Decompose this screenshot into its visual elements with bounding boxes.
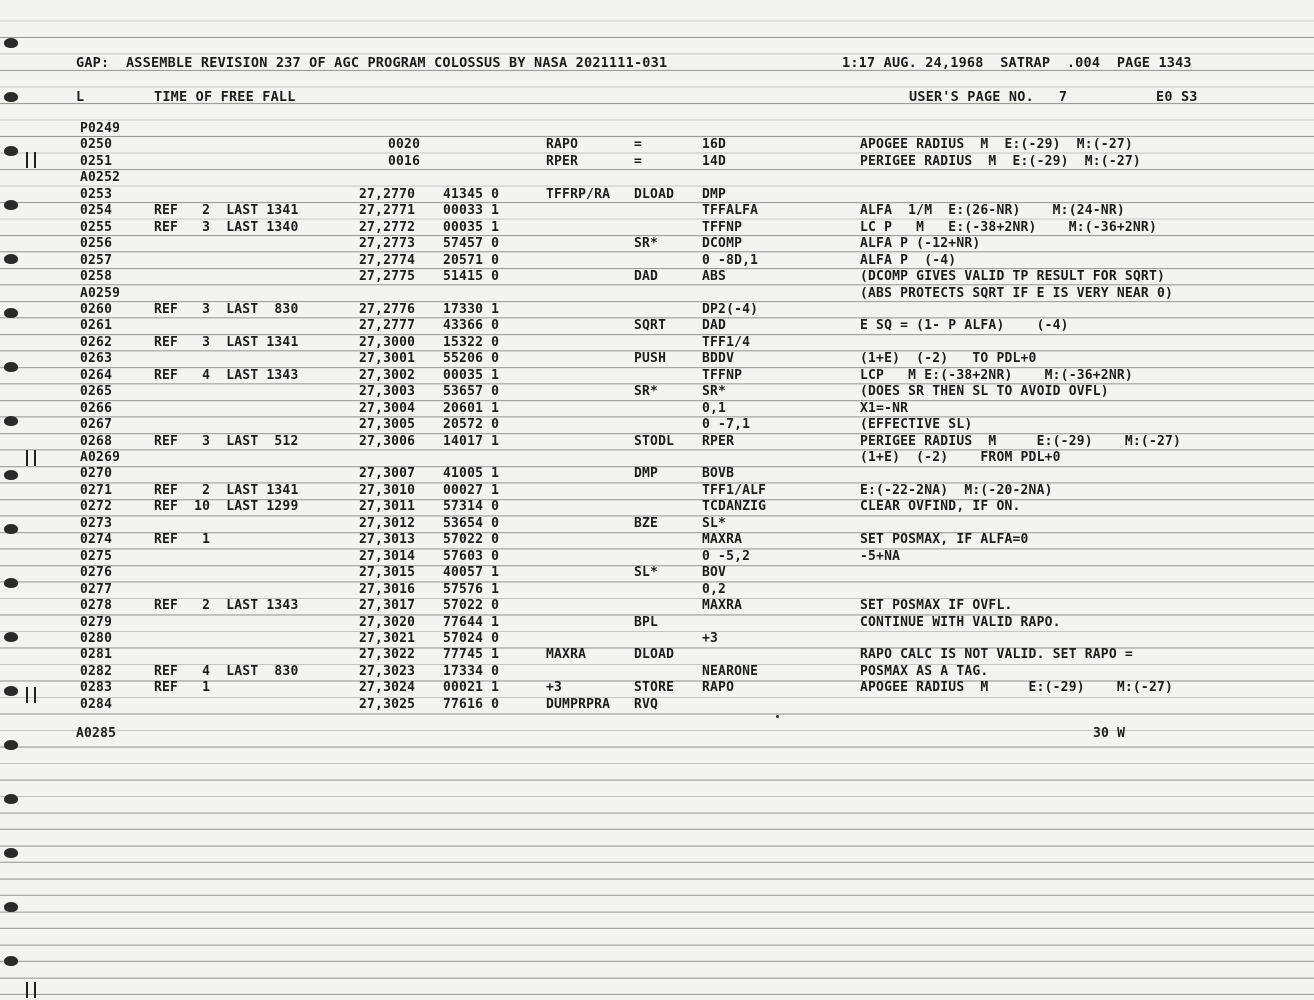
margin-tick <box>26 687 36 703</box>
row-loc: 27,3004 <box>359 400 416 416</box>
row-operand: TCDANZIG <box>702 499 767 515</box>
row-operand: DAD <box>702 318 727 334</box>
row-operand: TFF1/4 <box>702 334 751 350</box>
row-loc: 27,3022 <box>359 647 416 663</box>
row-comment: PERIGEE RADIUS M E:(-29) M:(-27) <box>860 153 1141 169</box>
row-operand: DCOMP <box>702 236 743 252</box>
row-operand: 0,1 <box>702 400 727 416</box>
row-loc: 27,3017 <box>359 598 416 613</box>
row-loc: 27,3007 <box>359 466 416 482</box>
row-ref: REF 2 LAST 1343 <box>154 598 299 613</box>
row-word: 40057 1 <box>443 565 500 581</box>
row-operand: BOVB <box>702 466 735 482</box>
row-loc: 27,3025 <box>359 696 416 712</box>
row-n: 0274 <box>80 532 113 548</box>
row-n: 0277 <box>80 581 113 597</box>
row-word: 17330 1 <box>443 301 500 317</box>
feed-hole <box>4 848 18 858</box>
row-label: +3 <box>546 680 563 696</box>
row-operand: NEARONE <box>702 663 759 679</box>
row-operand: BDDV <box>702 351 735 367</box>
row-word: 41005 1 <box>443 466 500 482</box>
header-right: 1:17 AUG. 24,1968 SATRAP .004 PAGE 1343 <box>842 55 1192 71</box>
row-comment: PERIGEE RADIUS M E:(-29) M:(-27) <box>860 433 1182 449</box>
row-n: 0273 <box>80 515 113 531</box>
row-operand: 0 -7,1 <box>702 417 751 433</box>
feed-hole <box>4 686 18 696</box>
footer-left: A0285 <box>76 726 117 741</box>
margin-tick <box>26 450 36 466</box>
row-ref: REF 3 LAST 1341 <box>154 334 299 350</box>
listing-footer <box>0 726 1126 742</box>
row-n: 0266 <box>80 400 113 416</box>
ink-speck <box>776 715 779 718</box>
row-comment: (1+E) (-2) TO PDL+0 <box>860 351 1037 367</box>
listing-header <box>0 55 1192 71</box>
row-operand: SR* <box>702 384 727 400</box>
row-comment: (1+E) (-2) FROM PDL+0 <box>860 450 1061 465</box>
row-operand: MAXRA <box>702 598 743 613</box>
row-loc: 27,2774 <box>359 252 416 268</box>
row-n: 0250 <box>80 137 113 153</box>
row-operand: 0 -5,2 <box>702 548 751 564</box>
row-word: 14017 1 <box>443 433 500 449</box>
row-operand: 0,2 <box>702 581 727 597</box>
row-op: STODL <box>634 433 675 449</box>
row-word: 20571 0 <box>443 252 500 268</box>
row-word: 57024 0 <box>443 631 500 646</box>
row-loc: 27,3003 <box>359 384 416 400</box>
row-operand: SL* <box>702 515 727 531</box>
row-n: 0284 <box>80 696 113 712</box>
row-comment: CLEAR OVFIND, IF ON. <box>860 499 1021 515</box>
row-loc: 27,2771 <box>359 203 416 219</box>
row-comment: -5+NA <box>860 548 901 564</box>
row-ref: REF 2 LAST 1341 <box>154 482 299 498</box>
row-comment: LC P M E:(-38+2NR) M:(-36+2NR) <box>860 219 1157 235</box>
feed-hole <box>4 956 18 966</box>
row-n: 0260 <box>80 301 113 317</box>
title-left: L <box>76 89 85 105</box>
row-n: 0281 <box>80 647 113 663</box>
row-n: 0258 <box>80 269 113 284</box>
row-n: 0253 <box>80 186 113 202</box>
row-word: 17334 0 <box>443 663 500 679</box>
feed-hole <box>4 308 18 318</box>
row-loc: 27,3010 <box>359 482 416 498</box>
row-comment: APOGEE RADIUS M E:(-29) M:(-27) <box>860 137 1133 153</box>
row-operand: DP2(-4) <box>702 301 759 317</box>
row-ref: REF 3 LAST 512 <box>154 433 299 449</box>
row-ref: REF 4 LAST 1343 <box>154 367 299 383</box>
row-comment: X1=-NR <box>860 400 909 416</box>
row-op: = <box>634 137 643 153</box>
row-operand: BOV <box>702 565 727 581</box>
row-comment: POSMAX AS A TAG. <box>860 663 989 679</box>
row-n: 0262 <box>80 334 113 350</box>
row-loc: 27,3006 <box>359 433 416 449</box>
row-op: SQRT <box>634 318 667 334</box>
row-n: 0271 <box>80 482 113 498</box>
row-operand: TFF1/ALF <box>702 482 767 498</box>
listing-title <box>0 89 1198 105</box>
row-n: 0275 <box>80 548 113 564</box>
row-n: 0265 <box>80 384 113 400</box>
row-word: 00027 1 <box>443 482 500 498</box>
row-loc: 27,3015 <box>359 565 416 581</box>
row-loc: 27,3020 <box>359 614 416 630</box>
row-comment: (ABS PROTECTS SQRT IF E IS VERY NEAR 0) <box>860 285 1174 301</box>
row-comment: RAPO CALC IS NOT VALID. SET RAPO = <box>860 647 1133 663</box>
row-word: 57457 0 <box>443 236 500 252</box>
row-word: 57603 0 <box>443 548 500 564</box>
row-op: BPL <box>634 614 659 630</box>
header-left: GAP: ASSEMBLE REVISION 237 OF AGC PROGRAM COLOSSUS BY NASA 2021111-031 <box>76 55 668 71</box>
row-operand: MAXRA <box>702 532 743 548</box>
row-label: RPER <box>546 153 579 169</box>
row-word: 53654 0 <box>443 515 500 531</box>
row-word: 57576 1 <box>443 581 500 597</box>
row-operand: TFFNP <box>702 367 743 383</box>
row-n: A0252 <box>80 170 121 186</box>
row-word: 77745 1 <box>443 647 500 663</box>
row-n: 0280 <box>80 631 113 646</box>
row-word: 00033 1 <box>443 203 500 219</box>
row-comment: LCP M E:(-38+2NR) M:(-36+2NR) <box>860 367 1133 383</box>
row-word: 55206 0 <box>443 351 500 367</box>
row-op: SL* <box>634 565 659 581</box>
feed-hole <box>4 38 18 48</box>
row-loc: 27,2773 <box>359 236 416 252</box>
row-n: 0272 <box>80 499 113 515</box>
row-comment: (DOES SR THEN SL TO AVOID OVFL) <box>860 384 1109 400</box>
row-word: 77644 1 <box>443 614 500 630</box>
row-n: 0267 <box>80 417 113 433</box>
row-comment: E:(-22-2NA) M:(-20-2NA) <box>860 482 1053 498</box>
row-loc: 27,3013 <box>359 532 416 548</box>
row-op: PUSH <box>634 351 667 367</box>
row-loc: 27,3001 <box>359 351 416 367</box>
row-operand: ABS <box>702 269 727 284</box>
row-loc: 0020 <box>388 137 421 153</box>
row-comment: (EFFECTIVE SL) <box>860 417 973 433</box>
row-op: RVQ <box>634 696 659 712</box>
feed-hole <box>4 254 18 264</box>
row-comment: SET POSMAX IF OVFL. <box>860 598 1013 613</box>
row-loc: 27,2770 <box>359 186 416 202</box>
row-ref: REF 3 LAST 830 <box>154 301 299 317</box>
row-comment: E SQ = (1- P ALFA) (-4) <box>860 318 1069 334</box>
row-op: SR* <box>634 384 659 400</box>
row-n: A0259 <box>80 285 121 301</box>
row-word: 20601 1 <box>443 400 500 416</box>
row-ref: REF 10 LAST 1299 <box>154 499 299 515</box>
row-comment: ALFA 1/M E:(26-NR) M:(24-NR) <box>860 203 1125 219</box>
row-n: 0268 <box>80 433 113 449</box>
row-op: DLOAD <box>634 186 675 202</box>
title-name: TIME OF FREE FALL <box>154 89 296 105</box>
row-comment: APOGEE RADIUS M E:(-29) M:(-27) <box>860 680 1174 696</box>
row-n: 0279 <box>80 614 113 630</box>
title-eo: E0 S3 <box>1156 89 1198 105</box>
row-ref: REF 1 <box>154 680 211 696</box>
row-loc: 27,2777 <box>359 318 416 334</box>
row-operand: RAPO <box>702 680 735 696</box>
row-word: 77616 0 <box>443 696 500 712</box>
row-n: 0283 <box>80 680 113 696</box>
row-loc: 27,3014 <box>359 548 416 564</box>
row-operand: DMP <box>702 186 727 202</box>
row-loc: 27,3024 <box>359 680 416 696</box>
row-n: 0255 <box>80 219 113 235</box>
row-comment: ALFA P (-4) <box>860 252 957 268</box>
row-loc: 27,3002 <box>359 367 416 383</box>
row-n: P0249 <box>80 121 121 136</box>
row-loc: 27,3011 <box>359 499 416 515</box>
feed-hole <box>4 524 18 534</box>
row-operand: 14D <box>702 153 727 169</box>
row-n: 0256 <box>80 236 113 252</box>
margin-tick <box>26 982 36 998</box>
row-n: 0270 <box>80 466 113 482</box>
feed-hole <box>4 794 18 804</box>
row-op: DAD <box>634 269 659 284</box>
row-n: 0263 <box>80 351 113 367</box>
row-label: RAPO <box>546 137 579 153</box>
row-loc: 27,3023 <box>359 663 416 679</box>
row-word: 43366 0 <box>443 318 500 334</box>
row-comment: (DCOMP GIVES VALID TP RESULT FOR SQRT) <box>860 269 1166 284</box>
row-loc: 27,3012 <box>359 515 416 531</box>
row-loc: 27,2772 <box>359 219 416 235</box>
footer-right: 30 W <box>1093 726 1126 741</box>
row-ref: REF 1 <box>154 532 211 548</box>
row-word: 57022 0 <box>443 532 500 548</box>
row-n: 0254 <box>80 203 113 219</box>
row-n: 0282 <box>80 663 113 679</box>
row-word: 20572 0 <box>443 417 500 433</box>
feed-hole <box>4 578 18 588</box>
row-ref: REF 2 LAST 1341 <box>154 203 299 219</box>
row-comment: SET POSMAX, IF ALFA=0 <box>860 532 1029 548</box>
row-operand: +3 <box>702 631 719 646</box>
row-label: MAXRA <box>546 647 587 663</box>
row-word: 57022 0 <box>443 598 500 613</box>
row-op: = <box>634 153 643 169</box>
row-op: STORE <box>634 680 675 696</box>
row-loc: 27,3021 <box>359 631 416 646</box>
row-word: 15322 0 <box>443 334 500 350</box>
feed-hole <box>4 902 18 912</box>
row-loc: 27,2776 <box>359 301 416 317</box>
row-n: A0269 <box>80 450 121 465</box>
row-label: DUMPRPRA <box>546 696 611 712</box>
row-n: 0261 <box>80 318 113 334</box>
row-n: 0264 <box>80 367 113 383</box>
row-op: DLOAD <box>634 647 675 663</box>
row-n: 0278 <box>80 598 113 613</box>
row-loc: 27,3016 <box>359 581 416 597</box>
feed-hole <box>4 362 18 372</box>
row-label: TFFRP/RA <box>546 186 611 202</box>
row-word: 51415 0 <box>443 269 500 284</box>
row-operand: TFFALFA <box>702 203 759 219</box>
row-word: 41345 0 <box>443 186 500 202</box>
row-ref: REF 3 LAST 1340 <box>154 219 299 235</box>
row-word: 00021 1 <box>443 680 500 696</box>
row-comment: CONTINUE WITH VALID RAPO. <box>860 614 1061 630</box>
feed-hole <box>4 470 18 480</box>
row-n: 0257 <box>80 252 113 268</box>
row-word: 00035 1 <box>443 219 500 235</box>
row-word: 00035 1 <box>443 367 500 383</box>
row-comment: ALFA P (-12+NR) <box>860 236 981 252</box>
feed-hole <box>4 632 18 642</box>
row-operand: RPER <box>702 433 735 449</box>
row-word: 53657 0 <box>443 384 500 400</box>
row-n: 0276 <box>80 565 113 581</box>
row-n: 0251 <box>80 153 113 169</box>
row-operand: TFFNP <box>702 219 743 235</box>
row-op: DMP <box>634 466 659 482</box>
row-loc: 27,3000 <box>359 334 416 350</box>
title-page-label: USER'S PAGE NO. 7 <box>909 89 1068 105</box>
row-loc: 27,3005 <box>359 417 416 433</box>
row-loc: 27,2775 <box>359 269 416 284</box>
row-operand: 16D <box>702 137 727 153</box>
row-loc: 0016 <box>388 153 421 169</box>
row-op: BZE <box>634 515 659 531</box>
row-ref: REF 4 LAST 830 <box>154 663 299 679</box>
feed-hole <box>4 416 18 426</box>
row-op: SR* <box>634 236 659 252</box>
row-operand: 0 -8D,1 <box>702 252 759 268</box>
feed-hole <box>4 200 18 210</box>
row-word: 57314 0 <box>443 499 500 515</box>
